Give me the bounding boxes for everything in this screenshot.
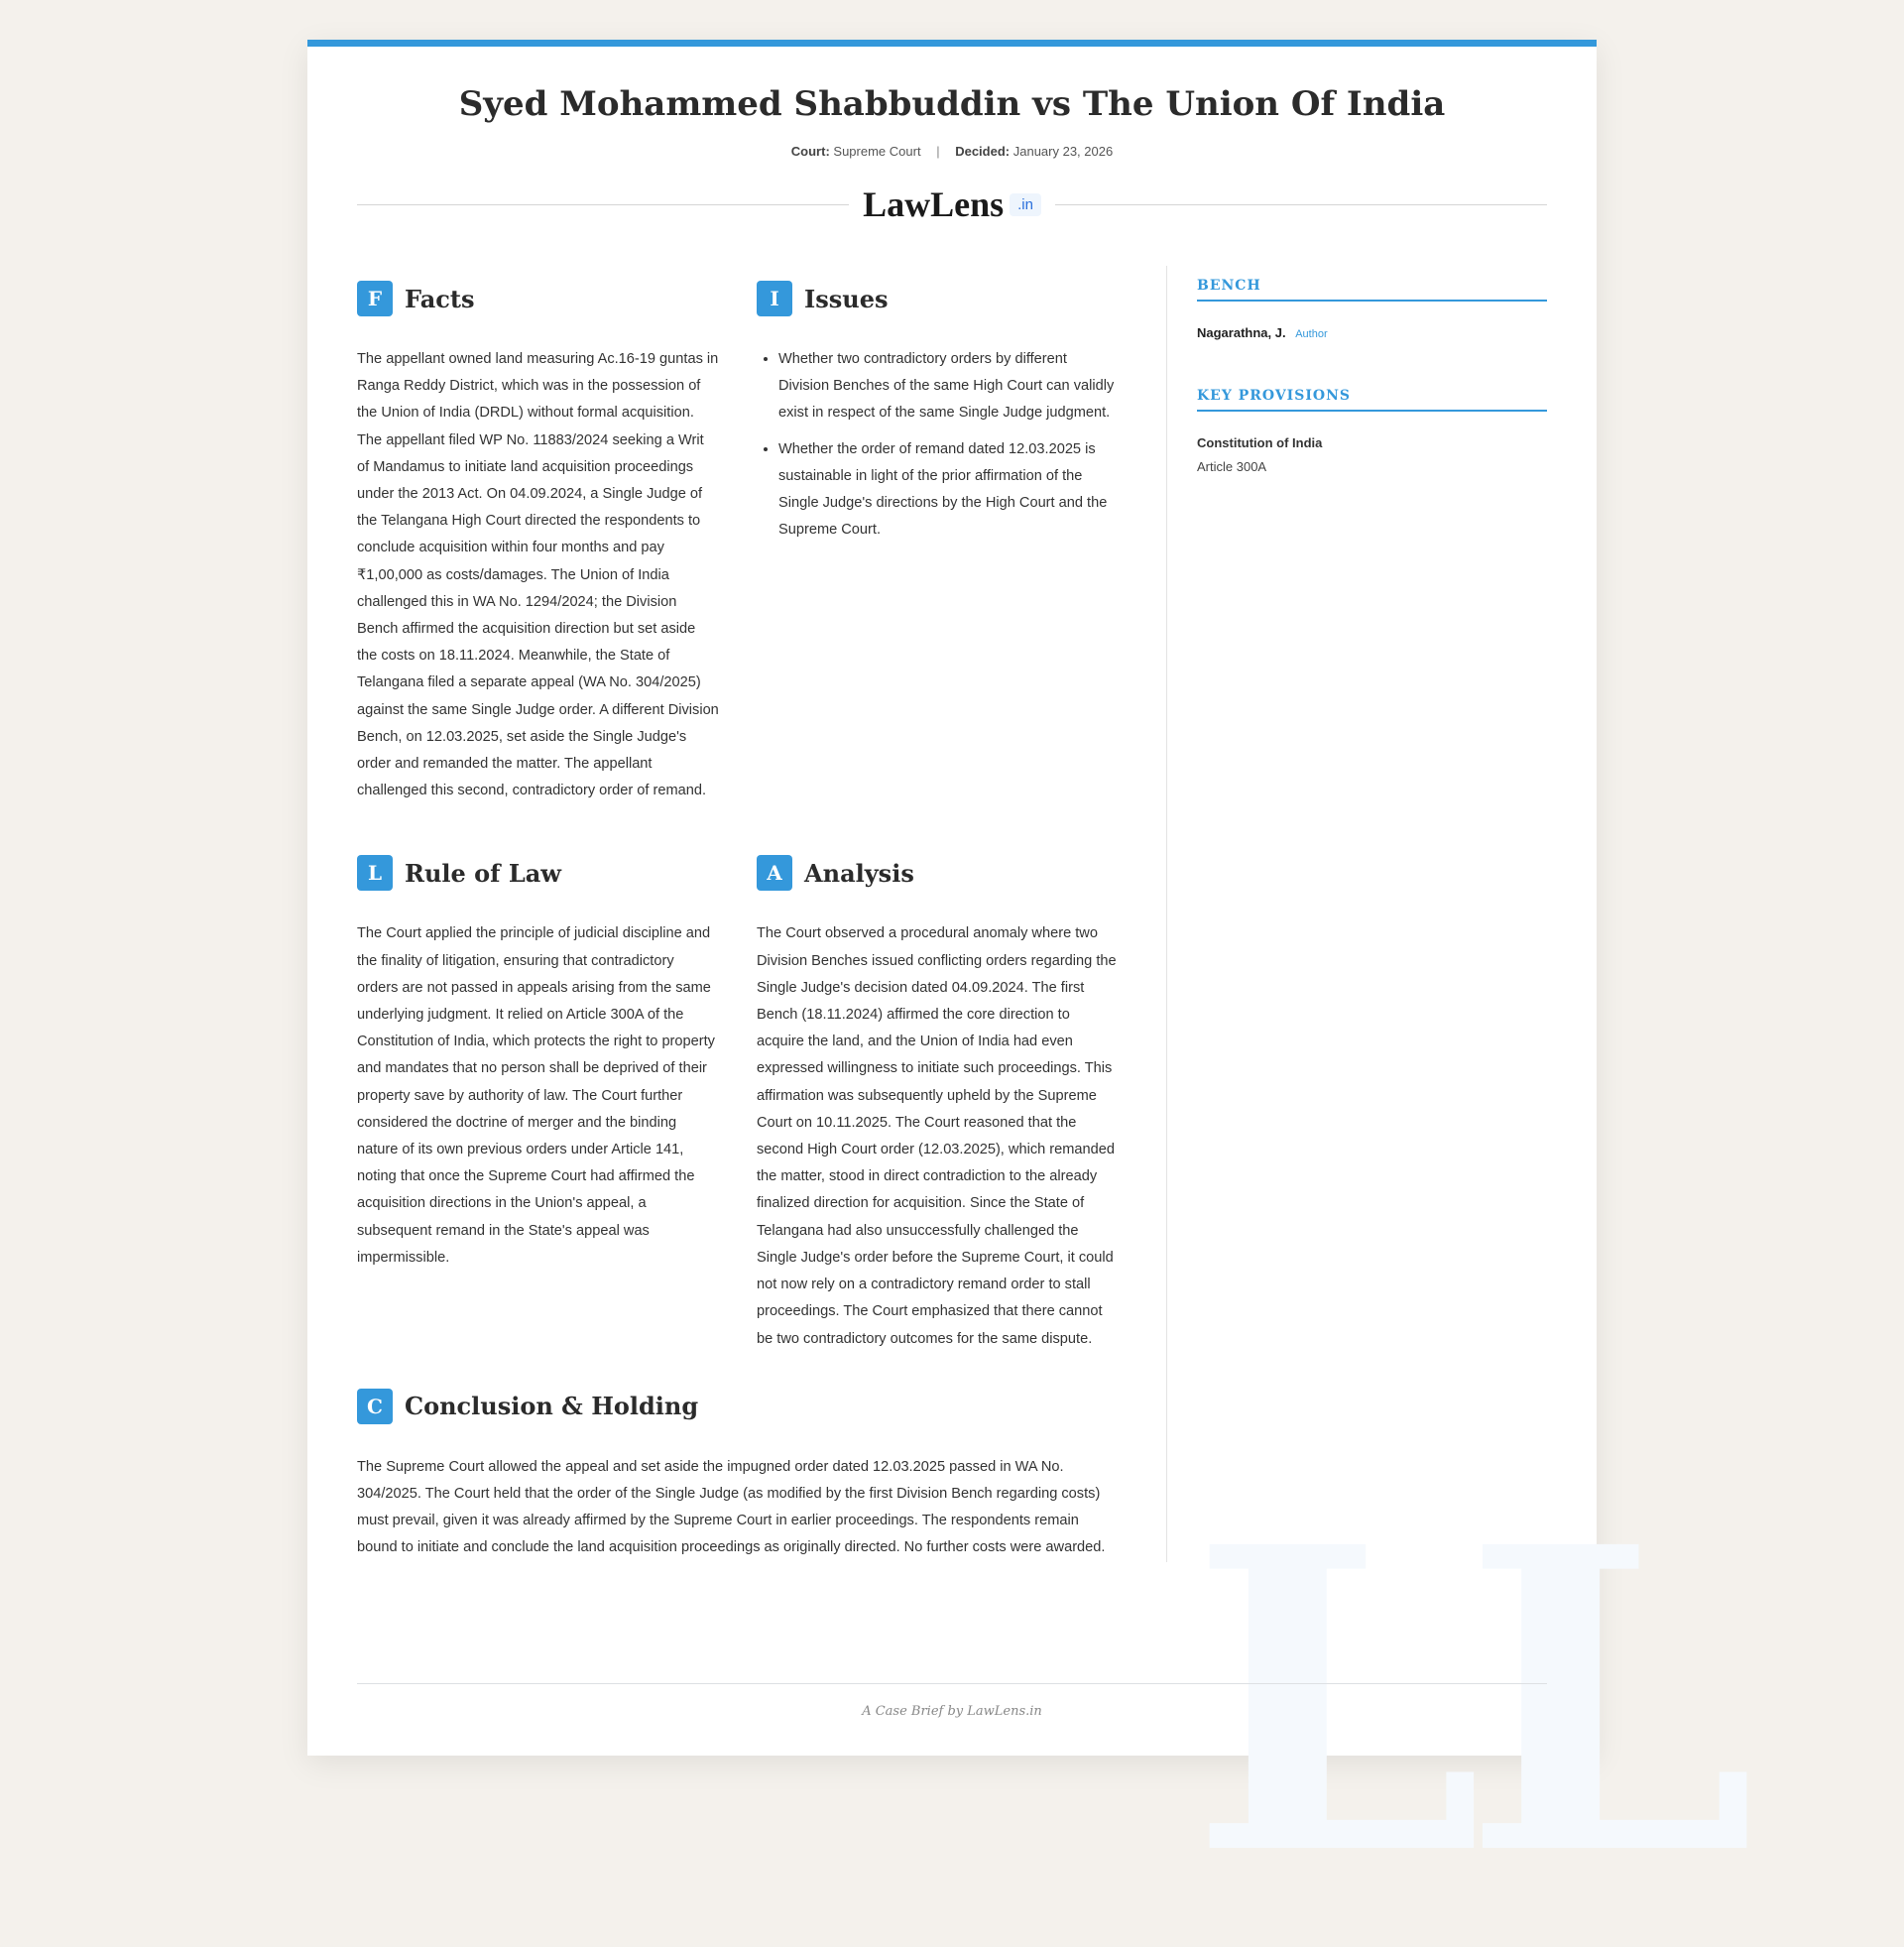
main-column — [357, 266, 1167, 1562]
brand-logo — [849, 183, 1055, 225]
sidebar — [1167, 266, 1547, 1562]
analysis-section — [757, 840, 1119, 1352]
provision-item: Article 300A — [1197, 459, 1267, 474]
bench-heading: BENCH — [1197, 278, 1547, 302]
conclusion-text: The Supreme Court allowed the appeal and set aside the impugned order dated 12.03.2025 passed in WA No. 304/2025. The Court held that the order of the Single Judge (as modified by the first Division Bench regarding costs) must prevail, given it was already affirmed by the Supreme Court in earlier proceedings. The respondents remain bound to initiate and conclude the land acquisition proceedings as originally directed. No further costs were awarded. — [357, 1458, 1106, 1556]
rule-section — [357, 840, 719, 1352]
footer-text: A Case Brief by LawLens.in — [862, 1704, 1042, 1719]
brand-row — [357, 184, 1547, 224]
conclusion-letter-icon: C — [357, 1389, 393, 1424]
meta-separator: | — [936, 144, 940, 159]
section-title: Facts — [405, 284, 475, 313]
divider — [357, 204, 849, 205]
case-meta — [307, 144, 1597, 159]
content — [357, 266, 1547, 1562]
section-title: Issues — [804, 284, 889, 313]
watermark-logo: LL — [1190, 1458, 1736, 1947]
facts-letter-icon: F — [357, 281, 393, 316]
page-title: Syed Mohammed Shabbuddin vs The Union Of India — [458, 84, 1446, 124]
list-item: • Whether the order of remand dated 12.03.2025 is sustainable in light of the prior affirmation of the Single Judge's directions by the High Court and the Supreme Court. — [778, 436, 1119, 545]
section-title: Conclusion & Holding — [405, 1392, 699, 1421]
section-title: Rule of Law — [405, 858, 561, 888]
rule-letter-icon: L — [357, 855, 393, 891]
footer — [357, 1683, 1547, 1719]
brand-name: LawLens — [863, 184, 1005, 224]
court-label: Court: — [790, 144, 830, 159]
court-value: Supreme Court — [833, 144, 921, 159]
divider — [1055, 204, 1547, 205]
rule-text: The Court applied the principle of judicial discipline and the finality of litigation, ensuring that contradictory orders are not passed in appeals arising from the same underlying judgment. It relied on Article 300A of the Constitution of India, which protects the right to property and mandates that no person shall be deprived of their property save by authority of law. The Court further considered the doctrine of merger and the binding nature of its own previous orders under Article 141, noting that once the Supreme Court had affirmed the acquisition directions in the Union's appeal, a subsequent remand in the State's appeal was impermissible. — [357, 925, 715, 1266]
case-brief-card — [307, 40, 1736, 1947]
analysis-letter-icon: A — [757, 855, 792, 891]
issues-section — [757, 266, 1119, 804]
provision-act: Constitution of India — [1197, 435, 1323, 450]
brand-tld: .in — [1010, 193, 1041, 216]
decided-label: Decided: — [955, 144, 1011, 159]
provision-group — [1197, 435, 1547, 474]
judge-name: Nagarathna, J. — [1197, 325, 1286, 340]
judge-role-badge: Author — [1295, 328, 1328, 340]
section-title: Analysis — [804, 858, 914, 888]
facts-section — [357, 266, 719, 804]
conclusion-section — [357, 1389, 1119, 1562]
decided-value: January 23, 2026 — [1012, 144, 1114, 159]
analysis-text: The Court observed a procedural anomaly where two Division Benches issued conflicting orders regarding the Single Judge's decision dated 04.09.2024. The first Bench (18.11.2024) affirmed the core direction to acquire the land, and the Union of India had even expressed willingness to initiate such proceedings. This affirmation was subsequently upheld by the Supreme Court on 10.11.2025. The Court reasoned that the second High Court order (12.03.2025), which remanded the matter, stood in direct contradiction to the already finalized direction for acquisition. Since the State of Telangana had also unsuccessfully challenged the Single Judge's order before the Supreme Court, it could not now rely on a contradictory remand order to stall proceedings. The Court emphasized that there cannot be two contradictory outcomes for the same dispute. — [757, 925, 1117, 1347]
provisions-heading: KEY PROVISIONS — [1197, 388, 1547, 412]
issues-letter-icon: I — [757, 281, 792, 316]
list-item: • Whether two contradictory orders by different Division Benches of the same High Court can validly exist in respect of the same Single Judge judgment. — [778, 346, 1119, 427]
facts-text: The appellant owned land measuring Ac.16-19 guntas in Ranga Reddy District, which was in the possession of the Union of India (DRDL) without formal acquisition. The appellant filed WP No. 11883/2024 seeking a Writ of Mandamus to initiate land acquisition proceedings under the 2013 Act. On 04.09.2024, a Single Judge of the Telangana High Court directed the respondents to conclude acquisition within four months and pay ₹1,00,000 as costs/damages. The Union of India challenged this in WA No. 1294/2024; the Division Bench affirmed the acquisition direction but set aside the costs on 18.11.2024. Meanwhile, the State of Telangana filed a separate appeal (WA No. 304/2025) against the same Single Judge order. A different Division Bench, on 12.03.2025, set aside the Single Judge's order and remanded the matter. The appellant challenged this second, contradictory order of remand. — [357, 351, 719, 799]
header — [307, 47, 1597, 159]
issues-list — [757, 346, 1119, 544]
bench-judge — [1197, 325, 1547, 340]
